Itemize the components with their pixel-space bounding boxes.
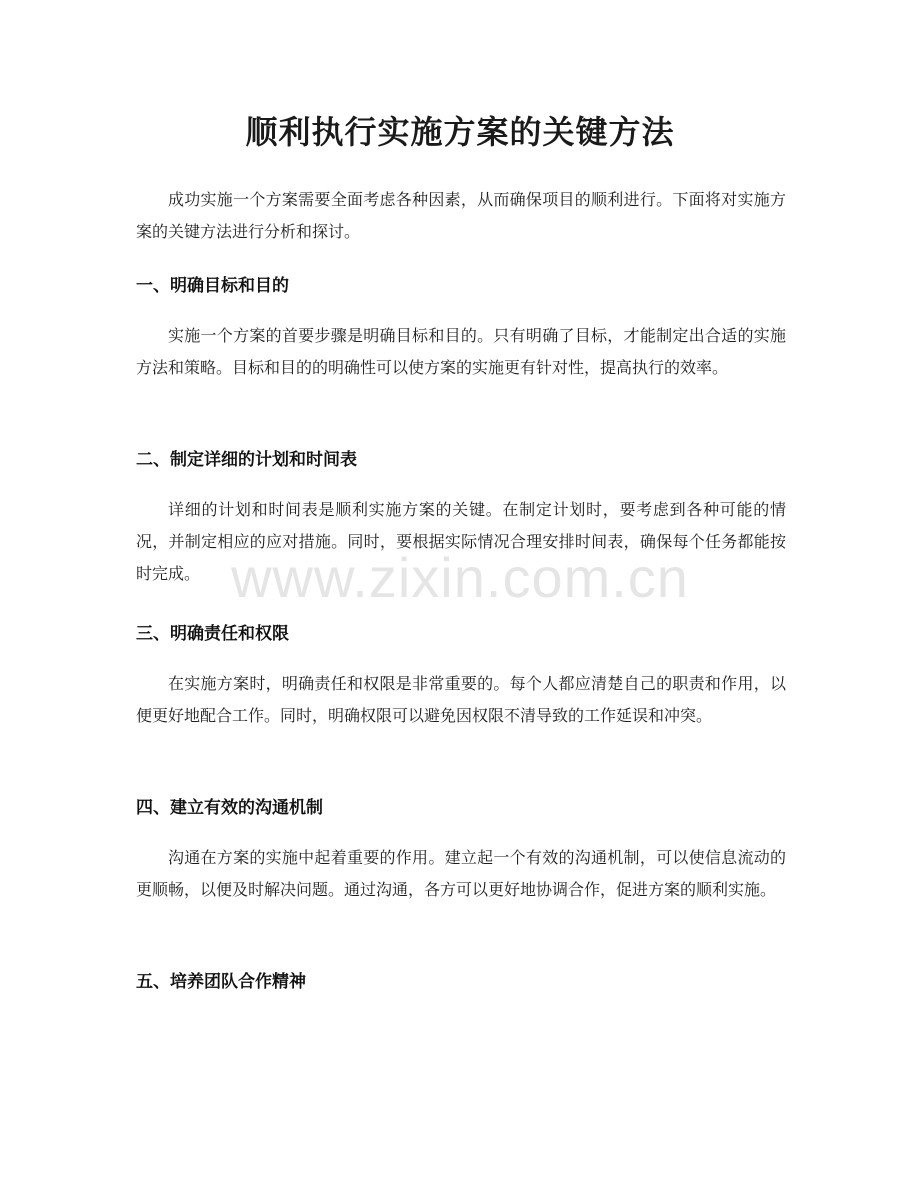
section-1-heading: 一、明确目标和目的	[136, 276, 289, 296]
section-5-heading: 五、培养团队合作精神	[136, 972, 306, 992]
section-2-heading: 二、制定详细的计划和时间表	[136, 450, 357, 470]
section-3-paragraph: 在实施方案时，明确责任和权限是非常重要的。每个人都应清楚自己的职责和作用，以便更好地配合工作。同时，明确权限可以避免因权限不清导致的工作延误和冲突。	[136, 674, 786, 725]
intro-paragraph: 成功实施一个方案需要全面考虑各种因素，从而确保项目的顺利进行。下面将对实施方案的关键方法进行分析和探讨。	[136, 190, 786, 241]
section-3-heading: 三、明确责任和权限	[136, 624, 289, 644]
section-4-heading: 四、建立有效的沟通机制	[136, 798, 323, 818]
section-2-paragraph: 详细的计划和时间表是顺利实施方案的关键。在制定计划时，要考虑到各种可能的情况，并制定相应的应对措施。同时，要根据实际情况合理安排时间表，确保每个任务都能按时完成。	[136, 500, 786, 583]
watermark: www.zixin.com.cn	[231, 546, 689, 609]
document-title: 顺利执行实施方案的关键方法	[245, 113, 675, 151]
section-1-paragraph: 实施一个方案的首要步骤是明确目标和目的。只有明确了目标，才能制定出合适的实施方法和策略。目标和目的的明确性可以使方案的实施更有针对性，提高执行的效率。	[136, 326, 786, 377]
section-4-paragraph: 沟通在方案的实施中起着重要的作用。建立起一个有效的沟通机制，可以使信息流动的更顺畅，以便及时解决问题。通过沟通，各方可以更好地协调合作，促进方案的顺利实施。	[136, 848, 786, 899]
